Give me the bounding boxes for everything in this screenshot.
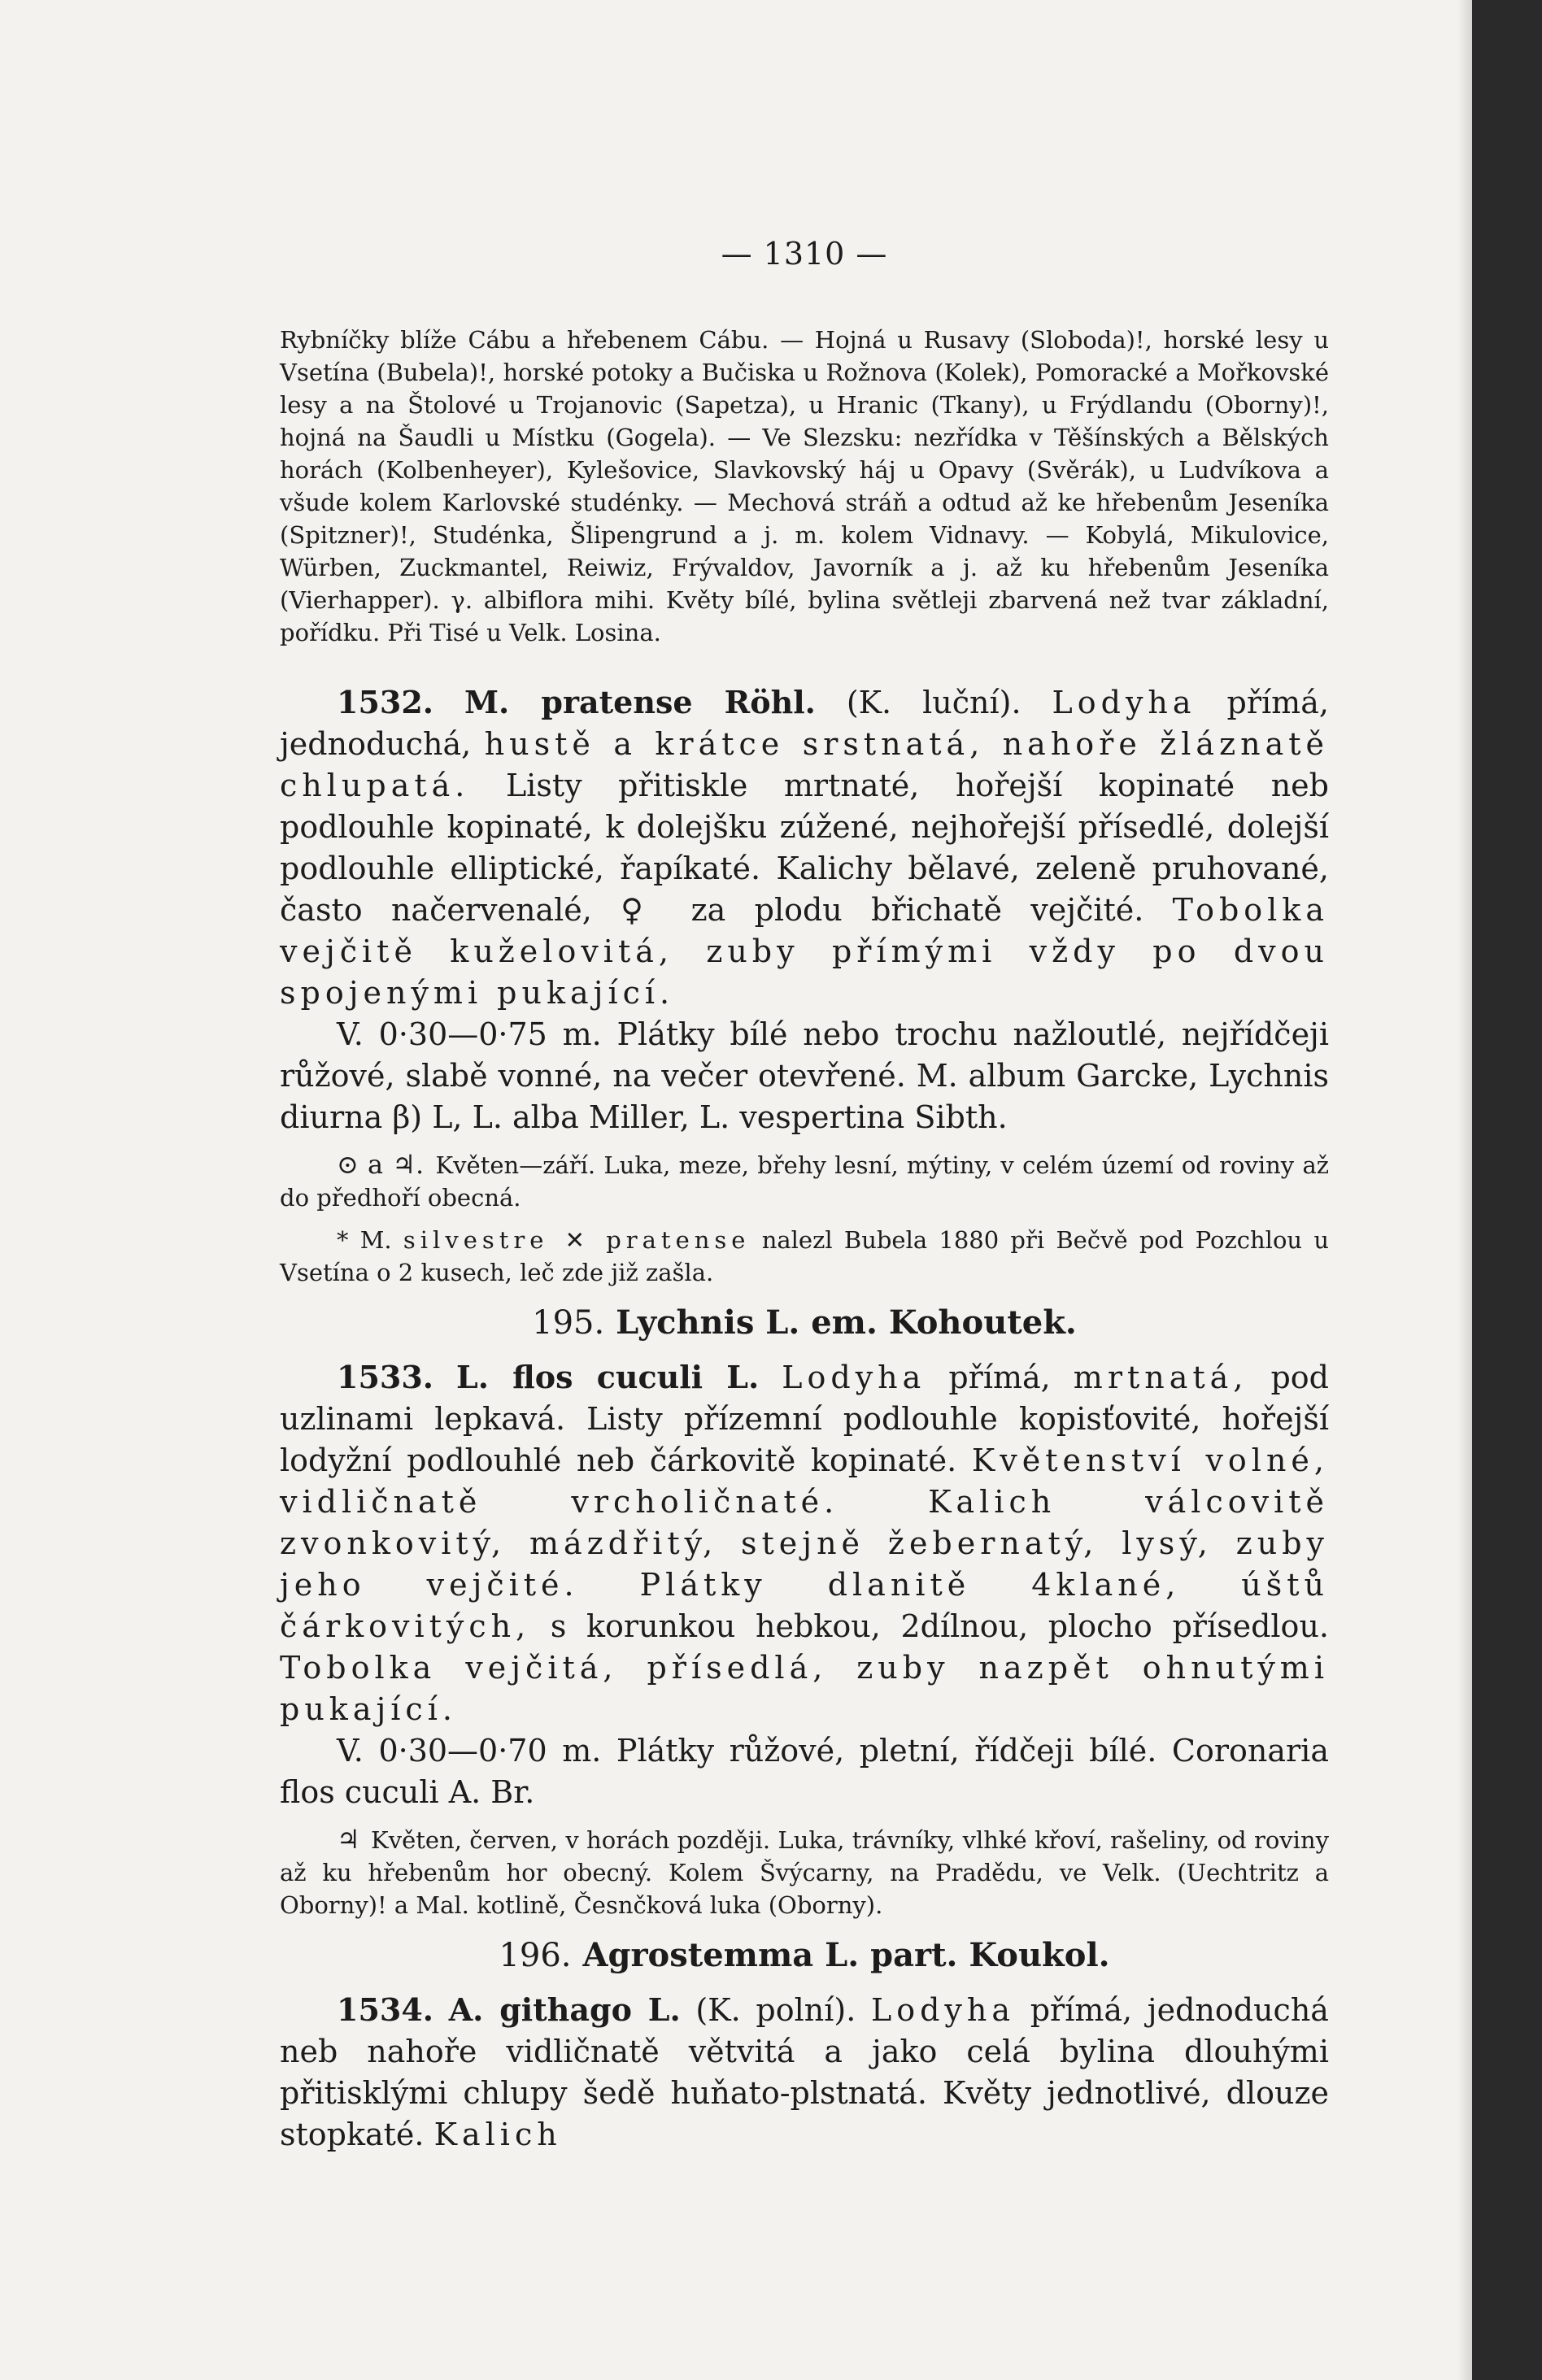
spaced-text: Květenství volné, vidličnatě vrcholičnaté. Kalich válcovitě zvonkovitý, mázdřitý, stejně žebernatý, lysý, zuby jeho vejčité. Plátky dlanitě 4klané, úštů čárkovitých, [280,1442,1329,1644]
hybrid-note [280,1224,1329,1289]
spaced-text: Lodyha [1052,685,1196,720]
entry-number: 1534. [337,1991,433,2028]
page-content [280,236,1329,2156]
page-number: — 1310 — [721,236,888,272]
spaced-text: hustě a krátce srstnatá, nahoře žláznatě chlupatá. [280,726,1329,803]
genus-name: Agrostemma L. part. Koukol. [582,1936,1110,1974]
hybrid-formula: silvestre ✕ pratense [403,1226,751,1254]
annual-perennial-symbol-icon: ⊙ a ♃. [337,1149,425,1180]
note-marker: * M. [337,1226,392,1254]
description-text: s korunkou hebkou, 2dílnou, plocho přísedlou. [550,1608,1329,1644]
genus-number: 196. [499,1937,572,1974]
species-name: A. githago L. [448,1991,681,2028]
genus-number: 195. [532,1304,605,1342]
perennial-symbol-icon: ♃ [337,1824,360,1855]
description-text: přímá, jednoduchá neb nahoře vidličnatě větvitá a jako celá bylina dlouhými přitisklými chlupy šedě huňato-plstnatá. Květy jednotlivé, dlouze stopkaté. [280,1992,1329,2152]
description-text: přímá, jednoduchá, [280,685,1329,762]
spaced-text: Lodyha [782,1360,926,1395]
description-text: přímá, [948,1360,1051,1395]
spaced-text: Kalich [433,2117,562,2152]
common-name: (K. polní). [695,1992,856,2028]
species-name: M. pratense Röhl. [464,684,816,720]
distribution-text: Květen, červen, v horách později. Luka, trávníky, vlhké křoví, rašeliny, od roviny až ku hřebenům hor obecný. Kolem Švýcarny, na Pradědu, ve Velk. (Uechtritz a Oborny)! a Mal. kotlině, Česnčková luka (Oborny). [280,1826,1330,1919]
entry-1533 [280,1356,1329,1730]
note-text: nalezl Bubela 1880 při Bečvě pod Pozchlou u Vsetína o 2 kusech, leč zde již zašla. [280,1226,1329,1286]
entry-1533-variety: V. 0·30—0·70 m. Plátky růžové, pletní, řídčeji bílé. Coronaria flos cuculi A. Br. [280,1733,1329,1810]
genus-name: Lychnis L. em. Kohoutek. [616,1303,1077,1342]
spaced-text: Lodyha [870,1992,1016,2028]
entry-1532 [280,681,1329,1014]
genus-heading-195 [280,1303,1329,1342]
spaced-text: mrtnatá, [1073,1360,1248,1395]
description-text: pod uzlinami lepkavá. Listy přízemní podlouhle kopisťovité, hořejší lodyžní podlouhlé neb čárkovitě kopinaté. [280,1360,1329,1478]
entry-number: 1532. [337,684,433,720]
entry-1533-distribution [280,1823,1329,1921]
entry-1532-variety: V. 0·30—0·75 m. Plátky bílé nebo trochu nažloutlé, nejřídčeji růžové, slabě vonné, na večer otevřené. M. album Garcke, Lychnis diurna β) L, L. alba Miller, L. vespertina Sibth. [280,1016,1329,1135]
distribution-text: Květen—září. Luka, meze, břehy lesní, mýtiny, v celém území od roviny až do předhoří obecná. [280,1151,1330,1212]
intro-paragraph: Rybníčky blíže Cábu a hřebenem Cábu. — Hojná u Rusavy (Sloboda)!, horské lesy u Vsetína (Bubela)!, horské potoky a Bučiska u Rožnova (Kolek), Pomoracké a Mořkovské lesy a na Štolové u Trojanovic (Sapetza), u Hranic (Tkany), u Frýdlandu (Oborny)!, hojná na Šaudli u Místku (Gogela). — Ve Slezsku: nezřídka v Těšínských a Bělských horách (Kolbenheyer), Kylešovice, Slavkovský háj u Opavy (Svěrák), u Ludvíkova a všude kolem Karlovské studénky. — Mechová stráň a odtud až ke hřebenům Jeseníka (Spitzner)!, Studénka, Šlipengrund a j. m. kolem Vidnavy. — Kobylá, Mikulovice, Würben, Zuckmantel, Reiwiz, Frývaldov, Javorník a j. až ku hřebenům Jeseníka (Vierhapper). γ. albiflora mihi. Květy bílé, bylina světleji zbarvená než tvar základní, pořídku. Při Tisé u Velk. Losina. [280,326,1329,646]
entry-1532-distribution [280,1148,1329,1214]
common-name: (K. luční). [846,685,1021,720]
species-name: L. flos cuculi L. [456,1359,760,1395]
spaced-text: Tobolka vejčitá, přísedlá, zuby nazpět ohnutými pukající. [280,1650,1329,1727]
entry-1534 [280,1989,1329,2156]
spaced-text: Tobolka vejčitě kuželovitá, zuby přímými vždy po dvou spojenými pukající. [280,892,1329,1011]
entry-number: 1533. [337,1359,433,1395]
genus-heading-196 [280,1936,1329,1974]
description-text: Listy přitiskle mrtnaté, hořejší kopinaté neb podlouhle kopinaté, k dolejšku zúžené, nejhořejší přísedlé, dolejší podlouhle elliptické, řapíkaté. Kalichy bělavé, zeleně pruhované, často načervenalé, ♀ za plodu břichatě vejčité. [280,768,1329,928]
